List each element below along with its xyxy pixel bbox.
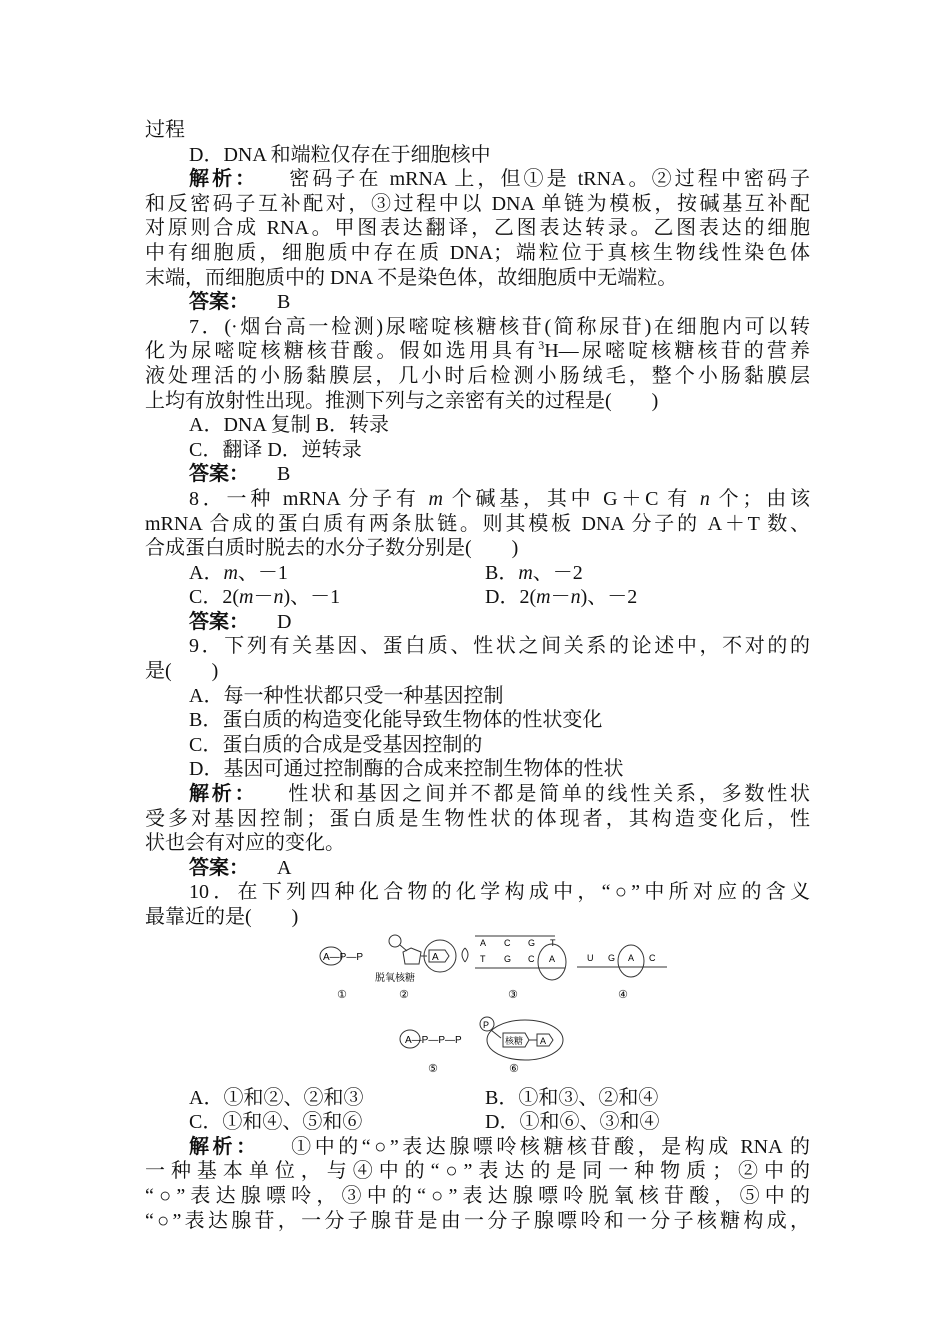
text-line: 末端，而细胞质中的 DNA 不是染色体，故细胞质中无端粒。 xyxy=(145,266,678,289)
q8-options-cd xyxy=(145,585,810,610)
text-line: 对原则合成 RNA。甲图表达翻译，乙图表达转录。乙图表达的细胞 xyxy=(145,217,810,240)
text-line: 最靠近的是( ) xyxy=(145,906,299,928)
q9-option-b: B．蛋白质的构造变化能导致生物体的性状变化 xyxy=(189,709,603,732)
var-m: m xyxy=(223,561,238,584)
q10-stem: 10．在下列四种化合物的化学构成中，“○”中所对应的含义 xyxy=(189,881,810,904)
var-n: n xyxy=(570,586,581,609)
option-d: D．①和⑥、③和④ xyxy=(485,1111,660,1134)
q7-stem: 7．(·烟台高一检测)尿嘧啶核糖核苷(简称尿苷)在细胞内可以转 xyxy=(189,315,810,338)
analysis-text: 性状和基因之间并不都是简单的线性关系，多数性状 xyxy=(285,783,811,806)
text-span: 个碱基，其中 G＋C 有 xyxy=(442,487,700,510)
compound-5-number: ⑤ xyxy=(428,1062,438,1075)
option-c: C．①和④、⑤和⑥ xyxy=(189,1111,363,1134)
answer-label: 答案： xyxy=(189,856,249,879)
option-a: A．①和②、②和③ xyxy=(189,1086,364,1109)
text-line: “○”表达腺苷，一分子腺苷是由一分子腺嘌呤和一分子核糖构成， xyxy=(145,1209,810,1232)
compound-6-number: ⑥ xyxy=(509,1062,519,1075)
option-c xyxy=(189,586,340,608)
compound-4-number: ④ xyxy=(618,988,628,1001)
text-line: 状也会有对应的变化。 xyxy=(145,832,345,855)
compound-2-sugar-label: 脱氧核糖 xyxy=(375,972,415,984)
text-line: 是( ) xyxy=(145,660,219,683)
compound-1 xyxy=(320,947,363,1001)
q10-options-ab xyxy=(145,1086,810,1111)
compound-2-number: ② xyxy=(399,988,409,1001)
compound-5-label: A—P—P—P xyxy=(405,1034,462,1046)
analysis-label: 解析： xyxy=(189,1135,260,1158)
rna-base: U xyxy=(587,952,594,963)
option-suffix: 、－2 xyxy=(532,561,583,584)
text-span: H—尿嘧啶核糖核苷的营养 xyxy=(544,340,810,363)
dna-bottom-base: C xyxy=(528,953,535,964)
compound-5 xyxy=(400,1030,462,1075)
compound-2-base: A xyxy=(432,951,439,963)
dna-bottom-base: T xyxy=(480,953,486,964)
q9-option-c: C．蛋白质的合成是受基因控制的 xyxy=(189,733,483,756)
compound-6-phosphate: P xyxy=(483,1019,490,1030)
text-span: 化为尿嘧啶核糖核苷酸。假如选用具有 xyxy=(145,340,539,363)
text-line xyxy=(145,339,810,364)
dna-bottom-base: A xyxy=(549,953,556,964)
text-line: 液处理活的小肠黏膜层，几小时后检测小肠绒毛，整个小肠黏膜层 xyxy=(145,364,810,387)
dna-top-base: T xyxy=(550,937,556,948)
analysis-label: 解析： xyxy=(189,168,259,191)
text-line: mRNA 合成的蛋白质有两条肽链。则其模板 DNA 分子的 A＋T 数、 xyxy=(145,512,810,535)
compound-figure xyxy=(145,934,810,1084)
minus: － xyxy=(550,586,571,609)
option-suffix: )、－2 xyxy=(580,586,638,609)
text-line: 过程 xyxy=(145,119,185,141)
minus: － xyxy=(253,586,274,609)
compound-1-number: ① xyxy=(337,988,347,1001)
text-line: 上均有放射性出现。推测下列与之亲密有关的过程是( ) xyxy=(145,389,659,412)
analysis-label: 解析： xyxy=(189,783,258,806)
text-line: 合成蛋白质时脱去的水分子数分别是( ) xyxy=(145,537,519,560)
text-line: 一种基本单位，与④中的“○”表达的是同一种物质；②中的 xyxy=(145,1160,810,1183)
option-prefix: A． xyxy=(189,561,224,584)
option-d xyxy=(485,585,637,610)
option-b xyxy=(485,561,583,586)
analysis-text: ①中的“○”表达腺嘌呤核糖核苷酸，是构成 RNA 的 xyxy=(287,1135,810,1158)
var-m: m xyxy=(518,561,533,584)
answer-label: 答案： xyxy=(189,463,249,486)
q9-analysis xyxy=(145,782,810,807)
q10-analysis xyxy=(145,1135,810,1160)
q9-option-d: D．基因可通过控制酶的合成来控制生物体的性状 xyxy=(189,758,624,781)
compound-diagram xyxy=(315,934,675,1084)
rna-base: G xyxy=(608,952,616,963)
option-a xyxy=(189,562,288,584)
compound-2 xyxy=(375,935,456,1001)
answer-label: 答案： xyxy=(189,610,249,633)
text-line: 和反密码子互补配对，③过程中以 DNA 单链为模板，按碱基互补配 xyxy=(145,192,810,215)
option-suffix: )、－1 xyxy=(283,586,341,609)
q9-answer xyxy=(145,856,810,881)
option-suffix: 、－1 xyxy=(237,561,288,584)
option-prefix: C．2( xyxy=(189,586,239,609)
var-n: n xyxy=(273,586,284,609)
dna-top-base: G xyxy=(528,937,536,948)
option-b: B．①和③、②和④ xyxy=(485,1086,659,1109)
q6-answer xyxy=(145,290,810,315)
answer-label: 答案： xyxy=(189,291,249,314)
text-span: 个；由该 xyxy=(709,487,810,510)
compound-3-number: ③ xyxy=(508,988,518,1001)
rna-base: C xyxy=(649,952,656,963)
compound-1-label: A—P—P xyxy=(323,951,364,963)
superscript: 3 xyxy=(538,338,545,353)
dna-top-base: A xyxy=(480,937,487,948)
q10-options-cd xyxy=(145,1110,810,1135)
q7-answer xyxy=(145,462,810,487)
compound-6-base: A xyxy=(540,1035,547,1046)
answer-value: B xyxy=(277,291,291,314)
var-n: n xyxy=(699,487,710,510)
compound-6 xyxy=(480,1017,563,1075)
text-line: 中有细胞质，细胞质中存在质 DNA；端粒位于真核生物线性染色体 xyxy=(145,241,810,264)
var-m: m xyxy=(536,586,551,609)
compound-6-sugar: 核糖 xyxy=(505,1035,524,1046)
q6-analysis xyxy=(145,167,810,192)
rna-base: A xyxy=(628,952,635,963)
var-m: m xyxy=(428,487,443,510)
compound-3 xyxy=(462,936,566,1001)
option-prefix: B． xyxy=(485,561,519,584)
option-d-q6: D．DNA 和端粒仅存在于细胞核中 xyxy=(189,143,491,166)
answer-value: D xyxy=(277,610,292,633)
q9-option-a: A．每一种性状都只受一种基因控制 xyxy=(189,684,504,707)
q9-stem: 9．下列有关基因、蛋白质、性状之间关系的论述中，不对的的 xyxy=(189,635,810,658)
var-m: m xyxy=(239,586,254,609)
q8-answer xyxy=(145,610,810,635)
dna-top-base: C xyxy=(504,937,511,948)
document-page xyxy=(145,118,810,1233)
q8-stem xyxy=(145,487,810,512)
text-line: 受多对基因控制；蛋白质是生物性状的体现者，其构造变化后，性 xyxy=(145,807,810,830)
option-prefix: D．2( xyxy=(485,586,537,609)
analysis-text: 密码子在 mRNA 上，但①是 tRNA。②过程中密码子 xyxy=(286,168,811,191)
text-line: “○”表达腺嘌呤，③中的“○”表达腺嘌呤脱氧核苷酸，⑤中的 xyxy=(145,1184,810,1207)
q7-options-ab: A．DNA 复制 B．转录 xyxy=(189,414,390,437)
answer-value: A xyxy=(277,856,292,879)
q8-options-ab xyxy=(145,561,810,586)
q7-options-cd: C．翻译 D．逆转录 xyxy=(189,438,362,461)
text-span: 8．一种 mRNA 分子有 xyxy=(189,487,429,510)
dna-bottom-base: G xyxy=(504,953,512,964)
compound-4 xyxy=(577,945,667,1001)
answer-value: B xyxy=(277,463,291,486)
